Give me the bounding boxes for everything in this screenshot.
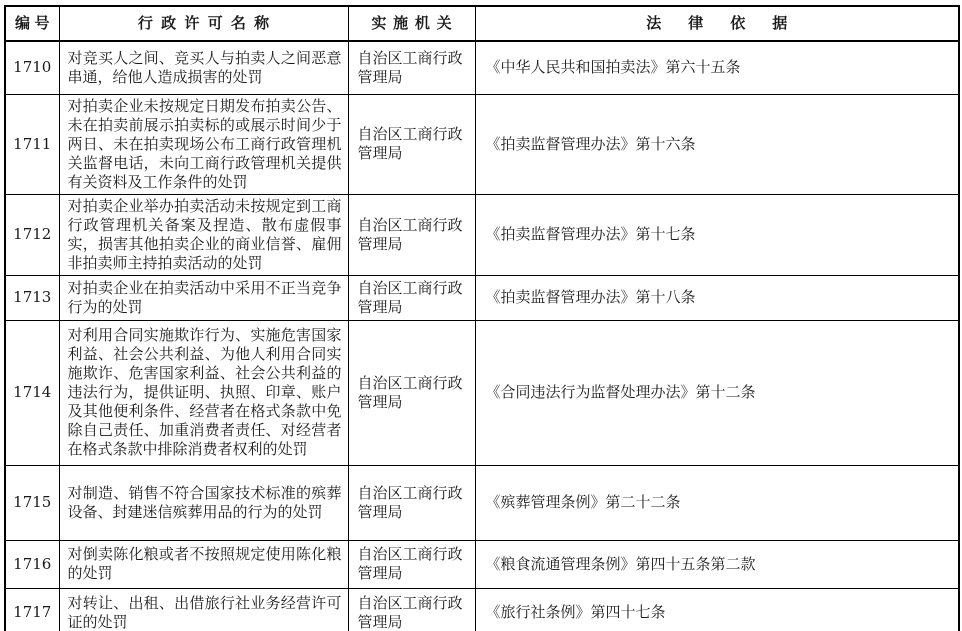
agency-cell: 自治区工商行政管理局 [348, 94, 475, 194]
legal-basis-cell: 《拍卖监督管理办法》第十六条 [475, 94, 959, 194]
permit-name-cell: 对拍卖企业举办拍卖活动未按规定到工商行政管理机关备案及捏造、散布虚假事实，损害其他拍卖企业的商业信誉、雇佣非拍卖师主持拍卖活动的处罚 [59, 194, 348, 275]
legal-basis-cell: 《旅行社条例》第四十七条 [475, 588, 959, 631]
table-row [5, 588, 959, 631]
document-page [0, 5, 962, 631]
legal-basis-cell: 《拍卖监督管理办法》第十八条 [475, 275, 959, 320]
col-header-legal-basis: 法律依据 [475, 6, 959, 41]
permit-name-cell: 对拍卖企业在拍卖活动中采用不正当竞争行为的处罚 [59, 275, 348, 320]
header-row [5, 6, 959, 41]
agency-cell: 自治区工商行政管理局 [348, 588, 475, 631]
agency-cell: 自治区工商行政管理局 [348, 465, 475, 540]
agency-cell: 自治区工商行政管理局 [348, 41, 475, 94]
table-row [5, 540, 959, 588]
permit-name-cell: 对竞买人之间、竞买人与拍卖人之间恶意串通，给他人造成损害的处罚 [59, 41, 348, 94]
legal-basis-cell: 《粮食流通管理条例》第四十五条第二款 [475, 540, 959, 588]
row-id-cell: 1714 [5, 320, 59, 465]
table-row [5, 275, 959, 320]
permit-name-cell: 对转让、出租、出借旅行社业务经营许可证的处罚 [59, 588, 348, 631]
agency-cell: 自治区工商行政管理局 [348, 540, 475, 588]
row-id-cell: 1713 [5, 275, 59, 320]
legal-basis-cell: 《殡葬管理条例》第二十二条 [475, 465, 959, 540]
agency-cell: 自治区工商行政管理局 [348, 320, 475, 465]
permit-name-cell: 对制造、销售不符合国家技术标准的殡葬设备、封建迷信殡葬用品的行为的处罚 [59, 465, 348, 540]
permit-name-cell: 对利用合同实施欺诈行为、实施危害国家利益、社会公共利益、为他人利用合同实施欺诈、危害国家利益、社会公共利益的违法行为，提供证明、执照、印章、账户及其他便利条件、经营者在格式条款中免除自己责任、加重消费者责任、对经营者在格式条款中排除消费者权利的处罚 [59, 320, 348, 465]
table-row [5, 94, 959, 194]
administrative-permits-table [4, 5, 960, 631]
table-body [5, 41, 959, 631]
agency-cell: 自治区工商行政管理局 [348, 275, 475, 320]
table-row [5, 194, 959, 275]
legal-basis-cell: 《拍卖监督管理办法》第十七条 [475, 194, 959, 275]
row-id-cell: 1712 [5, 194, 59, 275]
agency-cell: 自治区工商行政管理局 [348, 194, 475, 275]
table-header [5, 6, 959, 41]
table-row [5, 41, 959, 94]
row-id-cell: 1717 [5, 588, 59, 631]
row-id-cell: 1711 [5, 94, 59, 194]
table-row [5, 320, 959, 465]
permit-name-cell: 对拍卖企业未按规定日期发布拍卖公告、未在拍卖前展示拍卖标的或展示时间少于两日、未在拍卖现场公布工商行政管理机关监督电话，未向工商行政管理机关提供有关资料及工作条件的处罚 [59, 94, 348, 194]
legal-basis-cell: 《合同违法行为监督处理办法》第十二条 [475, 320, 959, 465]
col-header-agency: 实施机关 [348, 6, 475, 41]
row-id-cell: 1710 [5, 41, 59, 94]
row-id-cell: 1716 [5, 540, 59, 588]
col-header-id: 编号 [5, 6, 59, 41]
permit-name-cell: 对倒卖陈化粮或者不按照规定使用陈化粮的处罚 [59, 540, 348, 588]
col-header-permit-name: 行政许可名称 [59, 6, 348, 41]
table-row [5, 465, 959, 540]
row-id-cell: 1715 [5, 465, 59, 540]
legal-basis-cell: 《中华人民共和国拍卖法》第六十五条 [475, 41, 959, 94]
